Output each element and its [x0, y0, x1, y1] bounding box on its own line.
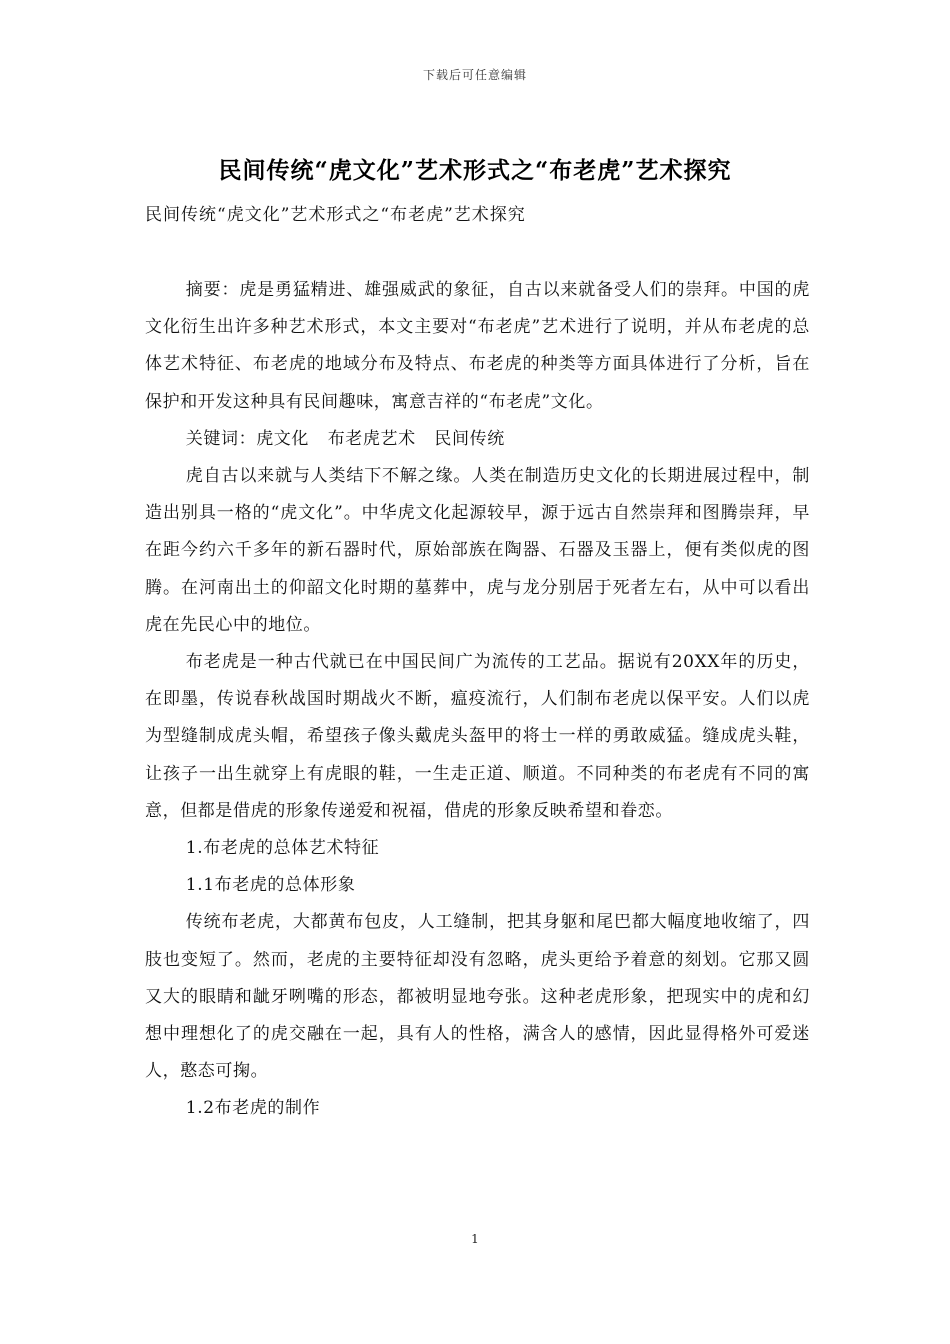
- subsection-heading: 1.1布老虎的总体形象: [185, 875, 356, 896]
- abstract-paragraph: 摘要：虎是勇猛精进、雄强威武的象征，自古以来就备受人们的崇拜。中国的虎文化衍生出许多种艺术形式，本文主要对“布老虎”艺术进行了说明，并从布老虎的总体艺术特征、布老虎的地域分布及特点、布老虎的种类等方面具体进行了分析，旨在保护和开发这种具有民间趣味，寓意吉祥的“布老虎”文化。: [145, 280, 810, 412]
- keywords-line: [145, 421, 810, 458]
- section-heading: 1.布老虎的总体艺术特征: [185, 838, 380, 859]
- keyword-item: 布老虎艺术: [327, 428, 416, 449]
- document-title: 民间传统“虎文化”艺术形式之“布老虎”艺术探究: [218, 157, 732, 184]
- page-number: 1: [471, 1232, 479, 1246]
- document-body: [145, 272, 810, 1128]
- document-subtitle: 民间传统“虎文化”艺术形式之“布老虎”艺术探究: [145, 205, 526, 225]
- body-paragraph: 虎自古以来就与人类结下不解之缘。人类在制造历史文化的长期进展过程中，制造出别具一格的“虎文化”。中华虎文化起源较早，源于远古自然崇拜和图腾崇拜，早在距今约六千多年的新石器时代，原始部族在陶器、石器及玉器上，便有类似虎的图腾。在河南出土的仰韶文化时期的墓葬中，虎与龙分别居于死者左右，从中可以看出虎在先民心中的地位。: [145, 466, 810, 635]
- keywords-label: 关键词：: [185, 428, 257, 449]
- keyword-item: 虎文化: [256, 428, 310, 449]
- body-paragraph: 传统布老虎，大都黄布包皮，人工缝制，把其身躯和尾巴都大幅度地收缩了，四肢也变短了。然而，老虎的主要特征却没有忽略，虎头更给予着意的刻划。它那又圆又大的眼睛和龇牙咧嘴的形态，都被明显地夸张。这种老虎形象，把现实中的虎和幻想中理想化了的虎交融在一起，具有人的性格，满含人的感情，因此显得格外可爱迷人，憨态可掬。: [145, 912, 810, 1082]
- body-paragraph: 布老虎是一种古代就已在中国民间广为流传的工艺品。据说有20XX年的历史，在即墨，传说春秋战国时期战火不断，瘟疫流行，人们制布老虎以保平安。人们以虎为型缝制成虎头帽，希望孩子像头戴虎头盔甲的将士一样的勇敢威猛。缝成虎头鞋，让孩子一出生就穿上有虎眼的鞋，一生走正道、顺道。不同种类的布老虎有不同的寓意，但都是借虎的形象传递爱和祝福，借虎的形象反映希望和眷恋。: [145, 652, 810, 821]
- page-header-note: 下载后可任意编辑: [422, 68, 527, 82]
- subsection-heading: 1.2布老虎的制作: [185, 1098, 321, 1119]
- keyword-item: 民间传统: [434, 428, 505, 449]
